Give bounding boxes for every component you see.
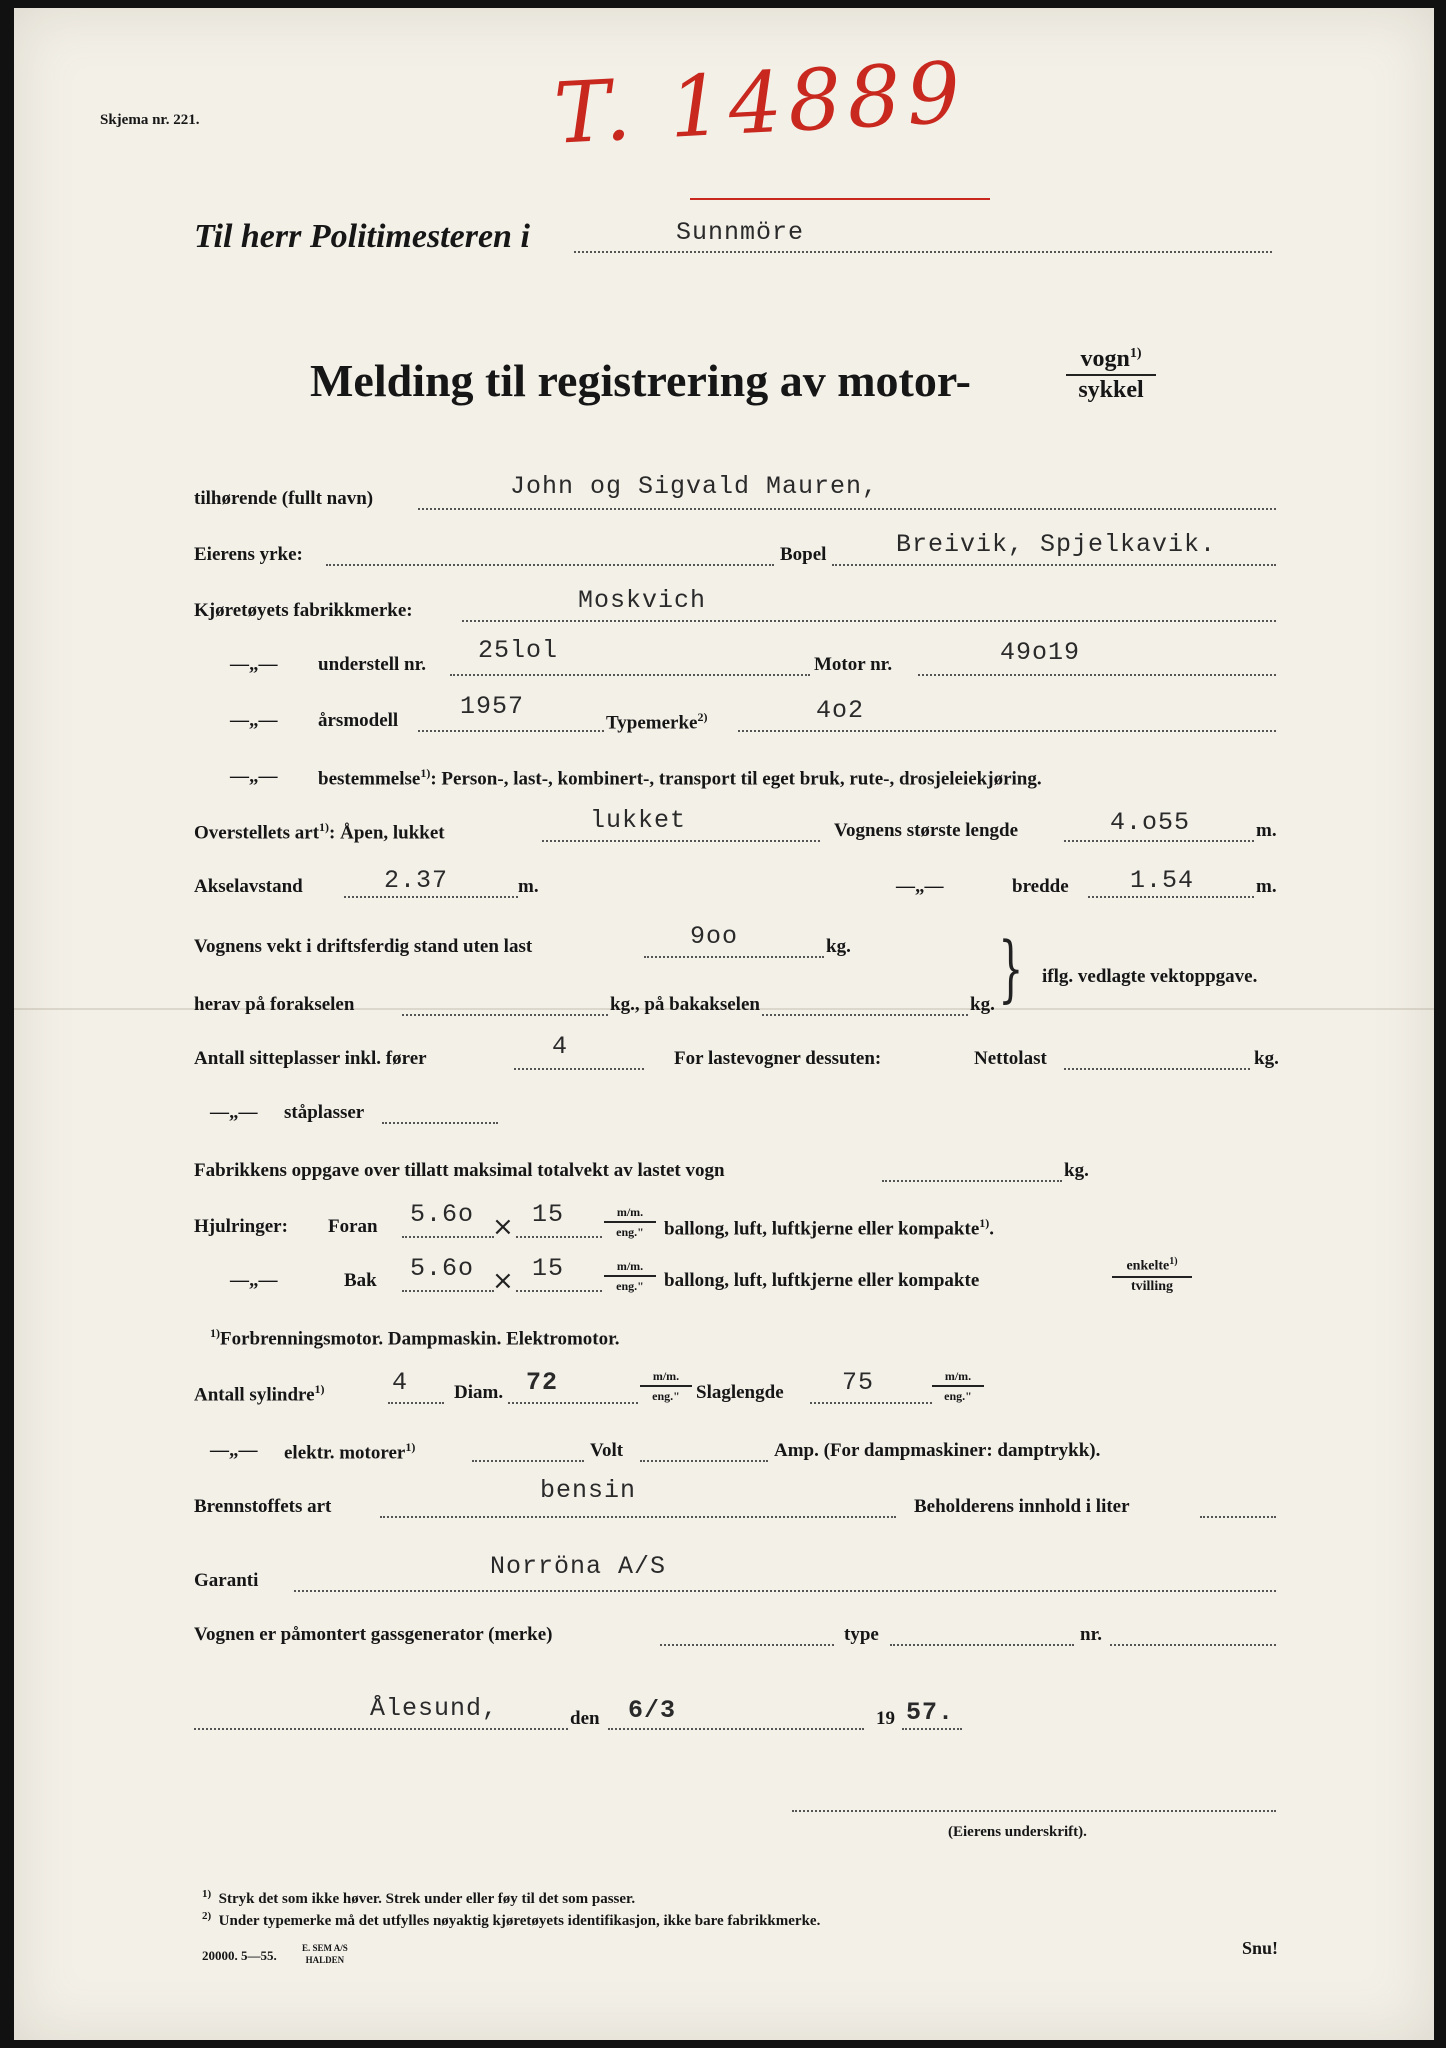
form-sheet [14, 8, 1434, 2040]
district-line [574, 251, 1272, 253]
rear-rim-line [516, 1290, 602, 1292]
times-sign: × [492, 1212, 514, 1242]
rear-tyre-types: ballong, luft, luftkjerne eller kompakte [664, 1270, 980, 1291]
gas-no-label: nr. [1080, 1624, 1103, 1645]
type-label: Typemerke$^{2)}$ [606, 710, 708, 734]
year-value: 57. [906, 1698, 955, 1727]
type-line [738, 730, 1276, 732]
single-twin-fraction: enkelte$^{1)}$ tvilling [1112, 1256, 1192, 1295]
body-line [542, 840, 820, 842]
fuel-value: bensin [540, 1476, 637, 1505]
date-line [608, 1728, 864, 1730]
rear-size-line [402, 1290, 494, 1292]
make-line [462, 620, 1276, 622]
date-value: 6/3 [628, 1696, 677, 1725]
owner-line [418, 508, 1276, 510]
red-underline [690, 198, 990, 200]
footnote-1: $^{1)}$ Stryk det som ikke høver. Strek under eller føy til det som passer. [202, 1888, 636, 1907]
printer-mark: E. SEM A/S HALDEN [302, 1943, 348, 1965]
weight-line [644, 956, 824, 958]
max-weight-unit: kg. [1064, 1160, 1089, 1181]
cylinders-label: Antall sylindre$^{1)}$ [194, 1382, 325, 1406]
length-value: 4.o55 [1110, 808, 1191, 837]
owner-value: John og Sigvald Mauren, [510, 472, 879, 501]
gas-no-line [1110, 1644, 1276, 1646]
model-year-value: 1957 [460, 692, 525, 721]
length-line [1064, 840, 1254, 842]
payload-unit: kg. [1254, 1048, 1279, 1069]
engine-types: $^{1)}$Forbrenningsmotor. Dampmaskin. Elektromotor. [210, 1326, 620, 1350]
volt-label: Volt [590, 1440, 624, 1461]
stroke-line [810, 1402, 932, 1404]
bore-line [508, 1402, 638, 1404]
trucks-label: For lastevogner dessuten: [674, 1048, 882, 1069]
max-weight-label: Fabrikkens oppgave over tillatt maksimal totalvekt av lastet vogn [194, 1160, 725, 1181]
amp-label: Amp. (For dampmaskiner: damptrykk). [774, 1440, 1101, 1461]
standing-line [382, 1122, 498, 1124]
width-label: bredde [1012, 876, 1069, 897]
ditto-mark: —„— [896, 876, 944, 897]
signature-label: (Eierens underskrift). [948, 1824, 1087, 1840]
rear-size-value: 5.6o [410, 1254, 475, 1283]
occupation-label: Eierens yrke: [194, 544, 303, 565]
make-label: Kjøretøyets fabrikkmerke: [194, 600, 413, 621]
chassis-line [450, 674, 810, 676]
signature-line [792, 1810, 1276, 1812]
purpose-line: bestemmelse$^{1)}$: Person-, last-, kombinert-, transport til eget bruk, rute-, drosjeleiekjøring. [318, 766, 1042, 790]
cylinders-value: 4 [392, 1368, 409, 1397]
volt-line [640, 1460, 768, 1462]
gas-line [660, 1644, 834, 1646]
ditto-mark: —„— [230, 654, 278, 675]
type-value: 4o2 [816, 696, 865, 725]
warranty-line [294, 1590, 1276, 1592]
form-number: Skjema nr. 221. [100, 112, 200, 128]
rear-rim-value: 15 [532, 1254, 565, 1283]
bore-label: Diam. [454, 1382, 504, 1403]
front-axle-label: herav på forakselen [194, 994, 355, 1015]
front-rim-value: 15 [532, 1200, 565, 1229]
handwritten-reference: T. 14889 [551, 43, 969, 163]
payload-line [1064, 1068, 1250, 1070]
engine-line [918, 674, 1276, 676]
fuel-label: Brennstoffets art [194, 1496, 332, 1517]
front-size-value: 5.6o [410, 1200, 475, 1229]
place-value: Ålesund, [370, 1694, 499, 1723]
front-rim-line [516, 1236, 602, 1238]
body-value: lukket [590, 806, 687, 835]
weight-label: Vognens vekt i driftsferdig stand uten last [194, 936, 533, 957]
ditto-mark: —„— [230, 1270, 278, 1291]
electric-label: elektr. motorer$^{1)}$ [284, 1440, 416, 1464]
gas-type-line [890, 1644, 1074, 1646]
length-label: Vognens største lengde [834, 820, 1019, 841]
owner-label: tilhørende (fullt navn) [194, 488, 374, 509]
bore-unit: m/m. eng." [640, 1368, 692, 1404]
times-sign: × [492, 1266, 514, 1296]
engine-value: 49o19 [1000, 638, 1081, 667]
model-year-line [418, 730, 604, 732]
stroke-unit: m/m. eng." [932, 1368, 984, 1404]
front-unit: m/m. eng." [604, 1204, 656, 1240]
weight-brace: } [998, 926, 1024, 1010]
addressee-label: Til herr Politimesteren i [194, 218, 530, 255]
seats-label: Antall sitteplasser inkl. fører [194, 1048, 427, 1069]
width-value: 1.54 [1130, 866, 1195, 895]
seats-value: 4 [552, 1032, 569, 1061]
residence-label: Bopel [780, 544, 827, 565]
weight-unit: kg. [826, 936, 851, 957]
payload-label: Nettolast [974, 1048, 1047, 1069]
cylinders-line [388, 1402, 444, 1404]
width-line [1088, 896, 1254, 898]
width-unit: m. [1256, 876, 1277, 897]
wheelbase-value: 2.37 [384, 866, 449, 895]
chassis-value: 25lol [478, 636, 559, 665]
front-size-line [402, 1236, 494, 1238]
date-label: den [570, 1708, 600, 1729]
body-label: Overstellets art$^{1)}$: Åpen, lukket [194, 820, 445, 844]
wheelbase-label: Akselavstand [194, 876, 303, 897]
weight-note: iflg. vedlagte vektoppgave. [1042, 966, 1258, 987]
residence-value: Breivik, Spjelkavik. [896, 530, 1217, 559]
max-weight-line [882, 1180, 1062, 1182]
page-title: Melding til registrering av motor- [310, 355, 971, 406]
tyres-label: Hjulringer: [194, 1216, 288, 1237]
ditto-mark: —„— [210, 1440, 258, 1461]
make-value: Moskvich [578, 586, 707, 615]
front-axle-line [402, 1014, 608, 1016]
stroke-label: Slaglengde [696, 1382, 784, 1403]
ditto-mark: —„— [230, 766, 278, 787]
tank-label: Beholderens innhold i liter [914, 1496, 1130, 1517]
rear-axle-unit: kg. [970, 994, 995, 1015]
chassis-label: understell nr. [318, 654, 427, 675]
district-value: Sunnmöre [676, 218, 805, 247]
print-code: 20000. 5—55. [202, 1948, 277, 1963]
year-line [902, 1728, 962, 1730]
standing-label: ståplasser [284, 1102, 365, 1123]
seats-line [514, 1068, 644, 1070]
gas-label: Vognen er påmontert gassgenerator (merke) [194, 1624, 553, 1645]
bore-value: 72 [526, 1368, 559, 1397]
ditto-mark: —„— [210, 1102, 258, 1123]
residence-line [832, 564, 1276, 566]
footnote-2: $^{2)}$ Under typemerke må det utfylles nøyaktig kjøretøyets identifikasjon, ikke bare fabrikkmerke. [202, 1910, 821, 1929]
wheelbase-unit: m. [518, 876, 539, 897]
warranty-value: Norröna A/S [490, 1552, 667, 1581]
electric-line [472, 1460, 584, 1462]
turn-over: Snu! [1242, 1938, 1279, 1958]
tank-line [1200, 1516, 1276, 1518]
ditto-mark: —„— [230, 710, 278, 731]
year-prefix: 19 [876, 1708, 895, 1729]
length-unit: m. [1256, 820, 1277, 841]
warranty-label: Garanti [194, 1570, 259, 1591]
place-line [194, 1728, 568, 1730]
front-tyre-types: ballong, luft, luftkjerne eller kompakte$^{1)}$. [664, 1216, 995, 1240]
rear-axle-line [762, 1014, 968, 1016]
wheelbase-line [344, 896, 518, 898]
rear-unit: m/m. eng." [604, 1258, 656, 1294]
stroke-value: 75 [842, 1368, 875, 1397]
engine-label: Motor nr. [814, 654, 893, 675]
model-year-label: årsmodell [318, 710, 399, 731]
title-fraction: vogn$^{1)}$ sykkel [1066, 346, 1156, 404]
front-label: Foran [328, 1216, 378, 1237]
rear-label: Bak [344, 1270, 377, 1291]
occupation-line [326, 564, 774, 566]
gas-type-label: type [844, 1624, 879, 1645]
rear-axle-label: kg., på bakakselen [610, 994, 760, 1015]
weight-value: 9oo [690, 922, 739, 951]
fuel-line [380, 1516, 896, 1518]
